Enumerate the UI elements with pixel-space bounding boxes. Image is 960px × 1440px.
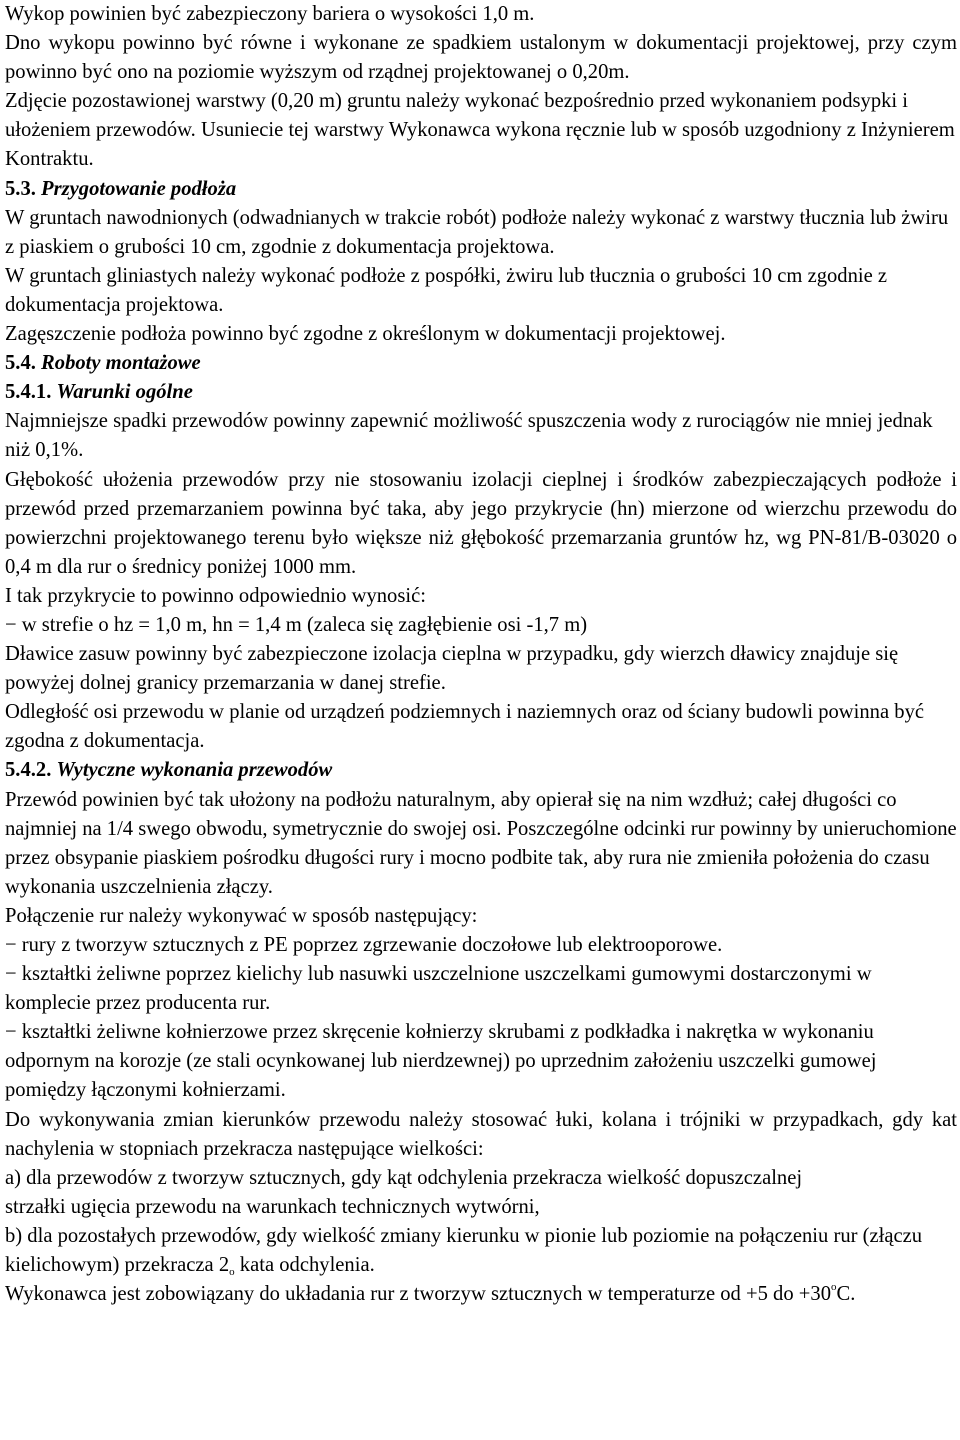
- paragraph-valve-glands: Dławice zasuw powinny być zabezpieczone izolacja cieplna w przypadku, gdy wierzch dławicy znajduje się powyżej dolnej granicy przemarzania w danej strefie.: [5, 643, 899, 695]
- document-body: [5, 0, 957, 1309]
- text-run: b) dla pozostałych przewodów, gdy wielkość zmiany kierunku w pionie lub poziomie na połączeniu rur (złączu kielichowym) przekracza 2: [5, 1224, 923, 1277]
- text-run: kata odchylenia.: [234, 1254, 375, 1277]
- section-heading-5-3: [5, 175, 957, 204]
- section-title: Warunki ogólne: [56, 381, 193, 404]
- section-number: 5.4.1.: [5, 381, 52, 404]
- section-title: Roboty montażowe: [41, 352, 201, 375]
- text-run: Wykonawca jest zobowiązany do układania rur z tworzyw sztucznych w temperaturze od +5 do +30: [5, 1283, 831, 1306]
- section-heading-5-4: [5, 349, 957, 378]
- list-item-plastic-pipes: a) dla przewodów z tworzyw sztucznych, gdy kąt odchylenia przekracza wielkość dopuszczalnej: [5, 1166, 803, 1189]
- degree-mark: o: [229, 1266, 235, 1279]
- section-heading-5-4-2: [5, 756, 957, 785]
- section-title: Przygotowanie podłoża: [41, 177, 237, 200]
- list-item-pe-pipes: − rury z tworzyw sztucznych z PE poprzez zgrzewanie doczołowe lub elektrooporowe.: [5, 934, 723, 956]
- paragraph-deflection: strzałki ugięcia przewodu na warunkach technicznych wytwórni,: [5, 1195, 540, 1218]
- section-title: Wytyczne wykonania przewodów: [56, 759, 333, 782]
- list-item-cast-iron-flanges: − kształtki żeliwne kołnierzowe przez skręcenie kołnierzy skrubami z podkładka i nakrętka w wykonaniu odpornym na korozje (ze stali ocynkowanej lub nierdzewnej) po uprzednim założeniu uszczelki gumowej pomiędzy łączonymi kołnierzami.: [5, 1021, 877, 1102]
- paragraph-compaction: Zagęszczenie podłoża powinno być zgodne z określonym w dokumentacji projektowej.: [5, 323, 726, 346]
- paragraph-barrier: Wykop powinien być zabezpieczony bariera o wysokości 1,0 m.: [5, 3, 535, 25]
- paragraph-axis-distance: Odległość osi przewodu w planie od urządzeń podziemnych i naziemnych oraz od ściany budowli powinna być zgodna z dokumentacja.: [5, 701, 925, 753]
- paragraph-joining-intro: Połączenie rur należy wykonywać w sposób następujący:: [5, 904, 478, 927]
- paragraph-cover-intro: I tak przykrycie to powinno odpowiednio wynosić:: [5, 584, 426, 607]
- section-number: 5.4.: [5, 352, 36, 375]
- paragraph-laying-temperature: [5, 1280, 957, 1309]
- paragraph-direction-changes: Do wykonywania zmian kierunków przewodu należy stosować łuki, kolana i trójniki w przypadkach, gdy kat nachylenia w stopniach przekracza następujące wielkości:: [5, 1108, 957, 1160]
- paragraph-watered-soils: W gruntach nawodnionych (odwadnianych w trakcie robót) podłoże należy wykonać z warstwy tłucznia lub żwiru z piaskiem o grubości 10 cm, zgodnie z dokumentacja projektowa.: [5, 206, 949, 258]
- section-heading-5-4-1: [5, 378, 957, 407]
- section-number: 5.4.2.: [5, 759, 52, 782]
- section-number: 5.3.: [5, 177, 36, 200]
- paragraph-soil-removal: Zdjęcie pozostawionej warstwy (0,20 m) gruntu należy wykonać bezpośrednio przed wykonaniem podsypki i ułożeniem przewodów. Usuniecie tej warstwy Wykonawca wykona ręcznie lub w sposób uzgodniony z Inżynierem Kontraktu.: [5, 90, 955, 171]
- list-item-other-pipes: [5, 1222, 957, 1280]
- paragraph-min-slopes: Najmniejsze spadki przewodów powinny zapewnić możliwość spuszczenia wody z rurociągów nie mniej jednak niż 0,1%.: [5, 410, 933, 462]
- paragraph-pipe-laying: Przewód powinien być tak ułożony na podłożu naturalnym, aby opierał się na nim wzdłuż; całej długości co najmniej na 1/4 swego obwodu, symetrycznie do swojej osi. Poszczególne odcinki rur powinny by unieruchomione przez obsypanie piaskiem pośrodku długości rury i mocno podbite tak, aby rura nie zmieniła położenia do czasu wykonania uszczelnienia złączy.: [5, 788, 957, 898]
- paragraph-trench-bottom: Dno wykopu powinno być równe i wykonane ze spadkiem ustalonym w dokumentacji projektowej, przy czym powinno być ono na poziomie wyższym od rządnej projektowanej o 0,20m.: [5, 32, 957, 84]
- text-run: C.: [836, 1283, 856, 1306]
- paragraph-clay-soils: W gruntach gliniastych należy wykonać podłoże z pospółki, żwiru lub tłucznia o grubości 10 cm zgodnie z dokumentacja projektowa.: [5, 264, 888, 316]
- degree-mark: o: [831, 1281, 837, 1294]
- list-item-cast-iron-sockets: − kształtki żeliwne poprzez kielichy lub nasuwki uszczelnione uszczelkami gumowymi dostarczonymi w komplecie przez producenta rur.: [5, 963, 872, 1015]
- paragraph-laying-depth: Głębokość ułożenia przewodów przy nie stosowaniu izolacji cieplnej i środków zabezpieczających podłoże i przewód przed przemarzaniem powinna być taka, aby jego przykrycie (hn) mierzone od wierzchu przewodu do powierzchni projektowanego terenu było większe niż głębokość przemarzania gruntów hz, wg PN-81/B-03020 o 0,4 m dla rur o średnicy poniżej 1000 mm.: [5, 468, 957, 578]
- list-item-zone: − w strefie o hz = 1,0 m, hn = 1,4 m (zaleca się zagłębienie osi -1,7 m): [5, 613, 588, 636]
